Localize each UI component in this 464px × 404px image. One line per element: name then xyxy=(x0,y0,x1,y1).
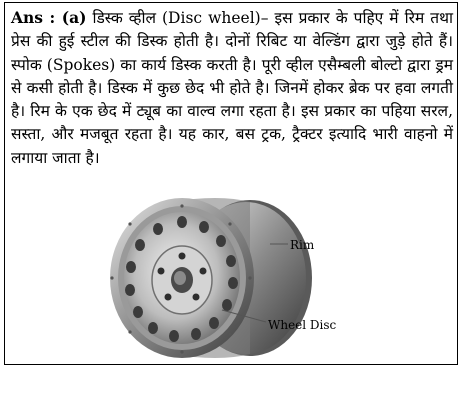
disc-wheel-illustration xyxy=(100,194,340,360)
answer-label: Ans : (a) xyxy=(11,8,87,27)
wheel-disc-label: Wheel Disc xyxy=(268,318,337,332)
answer-paragraph xyxy=(11,6,453,170)
rim-label: Rim xyxy=(290,238,315,252)
answer-text: डिस्क व्हील (Disc wheel)– इस प्रकार के पहिए में रिम तथा प्रेस की हुई स्टील की डिस्क होती है। दोनों रिबिट या वेल्डिंग द्वारा जुड़े होते हैं। स्पोक (Spokes) का कार्य डिस्क करती है। पूरी व्हील एसैम्बली बोल्टो द्वारा ड्रम से कसी होती है। डिस्क में कुछ छेद भी होते है। जिनमें होकर ब्रेक पर हवा लगती है। रिम के एक छेद में ट्यूब का वाल्व लगा रहता है। इस प्रकार का पहिया सरल, सस्ता, और मजबूत रहता है। यह कार, बस ट्रक, ट्रैक्टर इत्यादि भारी वाहनो में लगाया जाता है। xyxy=(11,9,453,167)
